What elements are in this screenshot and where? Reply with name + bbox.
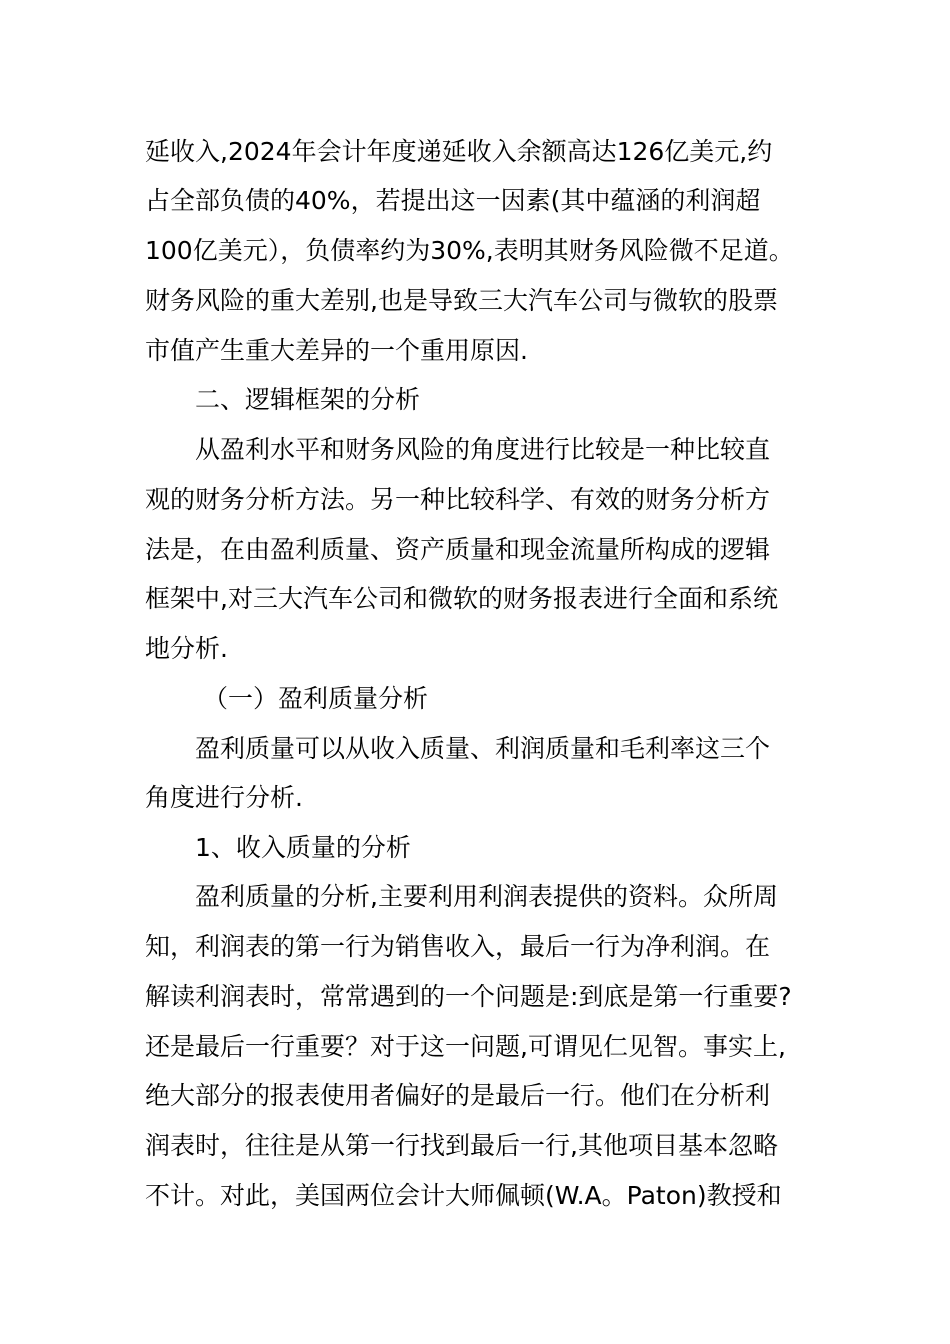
body-text-line: 还是最后一行重要？对于这一问题,可谓见仁见智。事实上, — [145, 1032, 786, 1061]
section-heading: 二、逻辑框架的分析 — [195, 385, 421, 414]
paragraph-first-line: 盈利质量的分析,主要利用利润表提供的资料。众所周 — [195, 882, 778, 911]
body-text-line: 不计。对此，美国两位会计大师佩顿(W.A。Paton)教授和 — [145, 1181, 782, 1210]
body-text-line: 占全部负债的40%，若提出这一因素(其中蕴涵的利润超 — [145, 186, 761, 215]
subsection-heading: （一）盈利质量分析 — [203, 684, 429, 713]
body-text-line: 100亿美元），负债率约为30%,表明其财务风险微不足道。 — [145, 236, 794, 265]
body-text-line: 润表时，往往是从第一行找到最后一行,其他项目基本忽略 — [145, 1131, 778, 1160]
body-text-line: 角度进行分析. — [145, 783, 303, 812]
body-text-line: 法是，在由盈利质量、资产质量和现金流量所构成的逻辑 — [145, 535, 771, 564]
body-text-line: 知，利润表的第一行为销售收入，最后一行为净利润。在 — [145, 932, 771, 961]
paragraph-first-line: 从盈利水平和财务风险的角度进行比较是一种比较直 — [195, 435, 771, 464]
body-text-line: 地分析. — [145, 634, 228, 663]
body-text-line: 绝大部分的报表使用者偏好的是最后一行。他们在分析利 — [145, 1081, 771, 1110]
body-text-line: 市值产生重大差异的一个重用原因. — [145, 336, 528, 365]
body-text-line: 框架中,对三大汽车公司和微软的财务报表进行全面和系统 — [145, 584, 778, 613]
subsection-heading: 1、收入质量的分析 — [195, 833, 411, 862]
body-text-line: 延收入,2024年会计年度递延收入余额高达126亿美元,约 — [145, 137, 773, 166]
paragraph-first-line: 盈利质量可以从收入质量、利润质量和毛利率这三个 — [195, 734, 771, 763]
body-text-line: 观的财务分析方法。另一种比较科学、有效的财务分析方 — [145, 485, 771, 514]
body-text-line: 解读利润表时，常常遇到的一个问题是:到底是第一行重要? — [145, 982, 792, 1011]
body-text-line: 财务风险的重大差别,也是导致三大汽车公司与微软的股票 — [145, 286, 778, 315]
